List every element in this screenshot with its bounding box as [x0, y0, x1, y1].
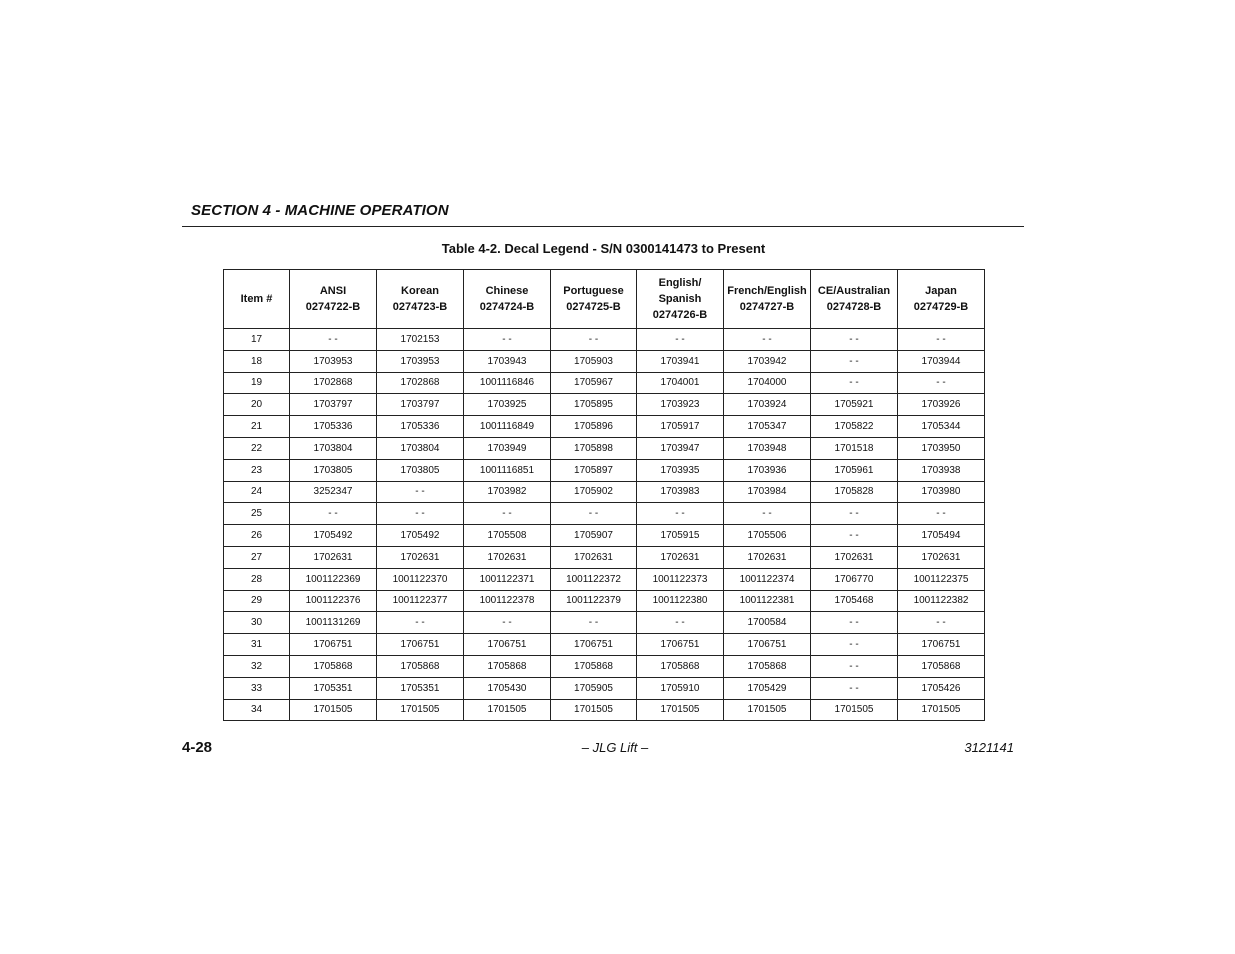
decal-part-cell: 1701518 — [811, 437, 898, 459]
decal-part-cell: 1705868 — [377, 655, 464, 677]
decal-part-cell: 1704000 — [724, 372, 811, 394]
item-number-cell: 32 — [224, 655, 290, 677]
decal-part-cell: 1702868 — [290, 372, 377, 394]
item-number-cell: 23 — [224, 459, 290, 481]
decal-part-cell: 1706751 — [637, 634, 724, 656]
table-row — [224, 372, 985, 394]
decal-part-cell: - - — [290, 503, 377, 525]
decal-part-cell: - - — [811, 655, 898, 677]
decal-part-cell: 1701505 — [377, 699, 464, 721]
decal-part-cell: 1703938 — [898, 459, 985, 481]
item-number-cell: 25 — [224, 503, 290, 525]
column-header-line: ANSI — [319, 285, 347, 297]
item-number-cell: 27 — [224, 546, 290, 568]
item-number-cell: 30 — [224, 612, 290, 634]
decal-part-cell: 1701505 — [551, 699, 637, 721]
column-header-line: Portuguese — [563, 285, 624, 297]
decal-part-cell: 1703923 — [637, 394, 724, 416]
item-number-cell: 22 — [224, 437, 290, 459]
decal-part-cell: 1703983 — [637, 481, 724, 503]
column-header-line: 0274726-B — [652, 309, 708, 321]
decal-part-cell: 1701505 — [637, 699, 724, 721]
decal-part-cell: 1705468 — [811, 590, 898, 612]
document-number: 3121141 — [964, 740, 1014, 755]
decal-part-cell: - - — [811, 612, 898, 634]
decal-part-cell: 1705917 — [637, 416, 724, 438]
decal-part-cell: 1703797 — [290, 394, 377, 416]
decal-part-cell: 1702631 — [377, 546, 464, 568]
decal-part-cell: 1705351 — [290, 677, 377, 699]
decal-part-cell: 1700584 — [724, 612, 811, 634]
table-row — [224, 459, 985, 481]
decal-part-cell: 1702631 — [811, 546, 898, 568]
decal-part-cell: 1703984 — [724, 481, 811, 503]
decal-part-cell: 1705903 — [551, 350, 637, 372]
decal-part-cell: 1001122381 — [724, 590, 811, 612]
decal-part-cell: - - — [464, 329, 551, 351]
item-number-cell: 21 — [224, 416, 290, 438]
decal-part-cell: - - — [551, 329, 637, 351]
decal-part-cell: 1705426 — [898, 677, 985, 699]
decal-part-cell: 1705907 — [551, 525, 637, 547]
decal-part-cell: 1703980 — [898, 481, 985, 503]
item-number-cell: 28 — [224, 568, 290, 590]
decal-part-cell: 1703950 — [898, 437, 985, 459]
decal-part-cell: 1705506 — [724, 525, 811, 547]
decal-part-cell: - - — [464, 612, 551, 634]
decal-part-cell: 1705336 — [290, 416, 377, 438]
decal-part-cell: 1001122378 — [464, 590, 551, 612]
item-number-cell: 31 — [224, 634, 290, 656]
column-header-line: Item # — [240, 293, 273, 305]
decal-part-cell: - - — [724, 503, 811, 525]
decal-part-cell: 1706751 — [464, 634, 551, 656]
decal-part-cell: 1705961 — [811, 459, 898, 481]
item-number-cell: 20 — [224, 394, 290, 416]
decal-part-cell: 1705897 — [551, 459, 637, 481]
header-row — [224, 270, 985, 329]
column-header-line: 0274724-B — [479, 301, 535, 313]
item-number-cell: 26 — [224, 525, 290, 547]
decal-part-cell: 1001122369 — [290, 568, 377, 590]
decal-part-cell: 1702631 — [464, 546, 551, 568]
column-header — [377, 270, 464, 329]
decal-part-cell: 1706751 — [724, 634, 811, 656]
decal-part-cell: - - — [551, 503, 637, 525]
column-header — [290, 270, 377, 329]
decal-part-cell: 1702153 — [377, 329, 464, 351]
decal-part-cell: 1703941 — [637, 350, 724, 372]
decal-part-cell: 1705508 — [464, 525, 551, 547]
decal-part-cell: 1001122374 — [724, 568, 811, 590]
column-header — [551, 270, 637, 329]
item-number-cell: 18 — [224, 350, 290, 372]
decal-part-cell: 1705429 — [724, 677, 811, 699]
column-header-line: 0274728-B — [826, 301, 882, 313]
column-header — [637, 270, 724, 329]
column-header-line: 0274727-B — [739, 301, 795, 313]
decal-part-cell: 1703805 — [290, 459, 377, 481]
column-header-line: 0274725-B — [566, 301, 621, 313]
table-row — [224, 634, 985, 656]
decal-part-cell: - - — [724, 329, 811, 351]
decal-part-cell: 1705336 — [377, 416, 464, 438]
decal-part-cell: 1703944 — [898, 350, 985, 372]
decal-part-cell: - - — [551, 612, 637, 634]
column-header-line: Chinese — [485, 285, 529, 297]
decal-part-cell: - - — [464, 503, 551, 525]
decal-part-cell: 1001122379 — [551, 590, 637, 612]
table-body — [224, 329, 985, 721]
column-header-line: CE/Australian — [817, 285, 891, 297]
decal-part-cell: 1703925 — [464, 394, 551, 416]
table-header — [224, 270, 985, 329]
table-row — [224, 546, 985, 568]
table-row — [224, 350, 985, 372]
column-header — [811, 270, 898, 329]
decal-part-cell: 1706751 — [551, 634, 637, 656]
decal-part-cell: - - — [898, 612, 985, 634]
decal-part-cell: 1704001 — [637, 372, 724, 394]
table-title: Table 4-2. Decal Legend - S/N 0300141473 to Present — [441, 241, 766, 256]
decal-part-cell: - - — [290, 329, 377, 351]
column-header-line: Korean — [401, 285, 439, 297]
decal-part-cell: 1001131269 — [290, 612, 377, 634]
decal-part-cell: 1703947 — [637, 437, 724, 459]
decal-part-cell: 1705822 — [811, 416, 898, 438]
decal-part-cell: 1702868 — [377, 372, 464, 394]
item-number-cell: 33 — [224, 677, 290, 699]
column-header-line: 0274729-B — [913, 301, 969, 313]
decal-part-cell: - - — [377, 612, 464, 634]
table-row — [224, 590, 985, 612]
decal-part-cell: 1705868 — [464, 655, 551, 677]
decal-part-cell: - - — [811, 329, 898, 351]
table-row — [224, 699, 985, 721]
page-number: 4-28 — [182, 739, 213, 756]
section-title: SECTION 4 - MACHINE OPERATION — [191, 202, 449, 219]
decal-part-cell: - - — [811, 634, 898, 656]
decal-part-cell: 1701505 — [290, 699, 377, 721]
decal-part-cell: 1001116846 — [464, 372, 551, 394]
decal-part-cell: - - — [898, 329, 985, 351]
section-divider — [182, 226, 1024, 227]
decal-part-cell: 1703942 — [724, 350, 811, 372]
decal-part-cell: - - — [898, 503, 985, 525]
decal-part-cell: 1705344 — [898, 416, 985, 438]
table-row — [224, 612, 985, 634]
item-number-cell: 17 — [224, 329, 290, 351]
decal-part-cell: 1705351 — [377, 677, 464, 699]
decal-part-cell: 1705902 — [551, 481, 637, 503]
decal-part-cell: 1705828 — [811, 481, 898, 503]
decal-part-cell: - - — [637, 612, 724, 634]
decal-part-cell: 1705868 — [898, 655, 985, 677]
decal-part-cell: 1703949 — [464, 437, 551, 459]
decal-part-cell: - - — [377, 481, 464, 503]
decal-part-cell: 1703948 — [724, 437, 811, 459]
column-header — [224, 270, 290, 329]
decal-part-cell: 1705430 — [464, 677, 551, 699]
decal-part-cell: 1703936 — [724, 459, 811, 481]
decal-part-cell: 1703804 — [290, 437, 377, 459]
decal-part-cell: 1703953 — [290, 350, 377, 372]
decal-part-cell: 1703943 — [464, 350, 551, 372]
decal-part-cell: - - — [637, 329, 724, 351]
column-header-line: Japan — [925, 285, 957, 297]
decal-part-cell: 1706751 — [377, 634, 464, 656]
decal-part-cell: 1705921 — [811, 394, 898, 416]
item-number-cell: 24 — [224, 481, 290, 503]
decal-part-cell: 1703804 — [377, 437, 464, 459]
decal-part-cell: 1705915 — [637, 525, 724, 547]
decal-part-cell: 1703797 — [377, 394, 464, 416]
table-row — [224, 437, 985, 459]
decal-part-cell: 1705492 — [377, 525, 464, 547]
decal-part-cell: 1001122372 — [551, 568, 637, 590]
decal-legend-table — [223, 269, 985, 721]
decal-part-cell: 1705896 — [551, 416, 637, 438]
decal-part-cell: 1701505 — [898, 699, 985, 721]
decal-part-cell: 1001122376 — [290, 590, 377, 612]
decal-part-cell: 1701505 — [811, 699, 898, 721]
decal-part-cell: - - — [811, 677, 898, 699]
decal-part-cell: 1705347 — [724, 416, 811, 438]
decal-part-cell: 1705895 — [551, 394, 637, 416]
decal-part-cell: 1705492 — [290, 525, 377, 547]
decal-part-cell: 1701505 — [724, 699, 811, 721]
column-header-line: 0274723-B — [392, 301, 448, 313]
decal-part-cell: 1702631 — [637, 546, 724, 568]
decal-part-cell: 1702631 — [724, 546, 811, 568]
table-row — [224, 525, 985, 547]
decal-part-cell: 1001116851 — [464, 459, 551, 481]
decal-part-cell: - - — [811, 503, 898, 525]
decal-part-cell: 1702631 — [898, 546, 985, 568]
decal-part-cell: 1001122380 — [637, 590, 724, 612]
item-number-cell: 19 — [224, 372, 290, 394]
decal-part-cell: 1705868 — [551, 655, 637, 677]
decal-part-cell: 1001122373 — [637, 568, 724, 590]
decal-part-cell: 1703805 — [377, 459, 464, 481]
decal-part-cell: 1703982 — [464, 481, 551, 503]
decal-part-cell: - - — [898, 372, 985, 394]
column-header-line: French/English — [727, 285, 807, 297]
decal-part-cell: 1705898 — [551, 437, 637, 459]
column-header-line: English/ — [658, 277, 702, 289]
column-header-line: Spanish — [658, 293, 702, 305]
decal-part-cell: 1001122375 — [898, 568, 985, 590]
decal-part-cell: - - — [377, 503, 464, 525]
decal-part-cell: 1702631 — [551, 546, 637, 568]
decal-part-cell: 1703924 — [724, 394, 811, 416]
decal-part-cell: 1001122371 — [464, 568, 551, 590]
decal-part-cell: 1705868 — [637, 655, 724, 677]
decal-part-cell: - - — [811, 525, 898, 547]
decal-part-cell: - - — [811, 350, 898, 372]
decal-part-cell: 1703935 — [637, 459, 724, 481]
decal-part-cell: 1705967 — [551, 372, 637, 394]
decal-part-cell: 1706751 — [898, 634, 985, 656]
decal-part-cell: 1705910 — [637, 677, 724, 699]
item-number-cell: 29 — [224, 590, 290, 612]
decal-part-cell: - - — [637, 503, 724, 525]
decal-part-cell: 3252347 — [290, 481, 377, 503]
column-header — [464, 270, 551, 329]
decal-part-cell: 1706770 — [811, 568, 898, 590]
table-row — [224, 503, 985, 525]
table-row — [224, 394, 985, 416]
decal-part-cell: 1001122382 — [898, 590, 985, 612]
table-row — [224, 655, 985, 677]
decal-part-cell: - - — [811, 372, 898, 394]
decal-part-cell: 1703926 — [898, 394, 985, 416]
decal-part-cell: 1001122370 — [377, 568, 464, 590]
decal-part-cell: 1705494 — [898, 525, 985, 547]
footer-brand: – JLG Lift – — [581, 740, 649, 755]
table-row — [224, 677, 985, 699]
table-row — [224, 329, 985, 351]
column-header — [724, 270, 811, 329]
table-row — [224, 416, 985, 438]
decal-part-cell: 1706751 — [290, 634, 377, 656]
column-header-line: 0274722-B — [305, 301, 361, 313]
table-row — [224, 481, 985, 503]
decal-part-cell: 1703953 — [377, 350, 464, 372]
decal-part-cell: 1705905 — [551, 677, 637, 699]
decal-part-cell: 1701505 — [464, 699, 551, 721]
decal-part-cell: 1702631 — [290, 546, 377, 568]
decal-part-cell: 1001122377 — [377, 590, 464, 612]
decal-part-cell: 1001116849 — [464, 416, 551, 438]
item-number-cell: 34 — [224, 699, 290, 721]
column-header — [898, 270, 985, 329]
table-row — [224, 568, 985, 590]
decal-part-cell: 1705868 — [290, 655, 377, 677]
decal-part-cell: 1705868 — [724, 655, 811, 677]
